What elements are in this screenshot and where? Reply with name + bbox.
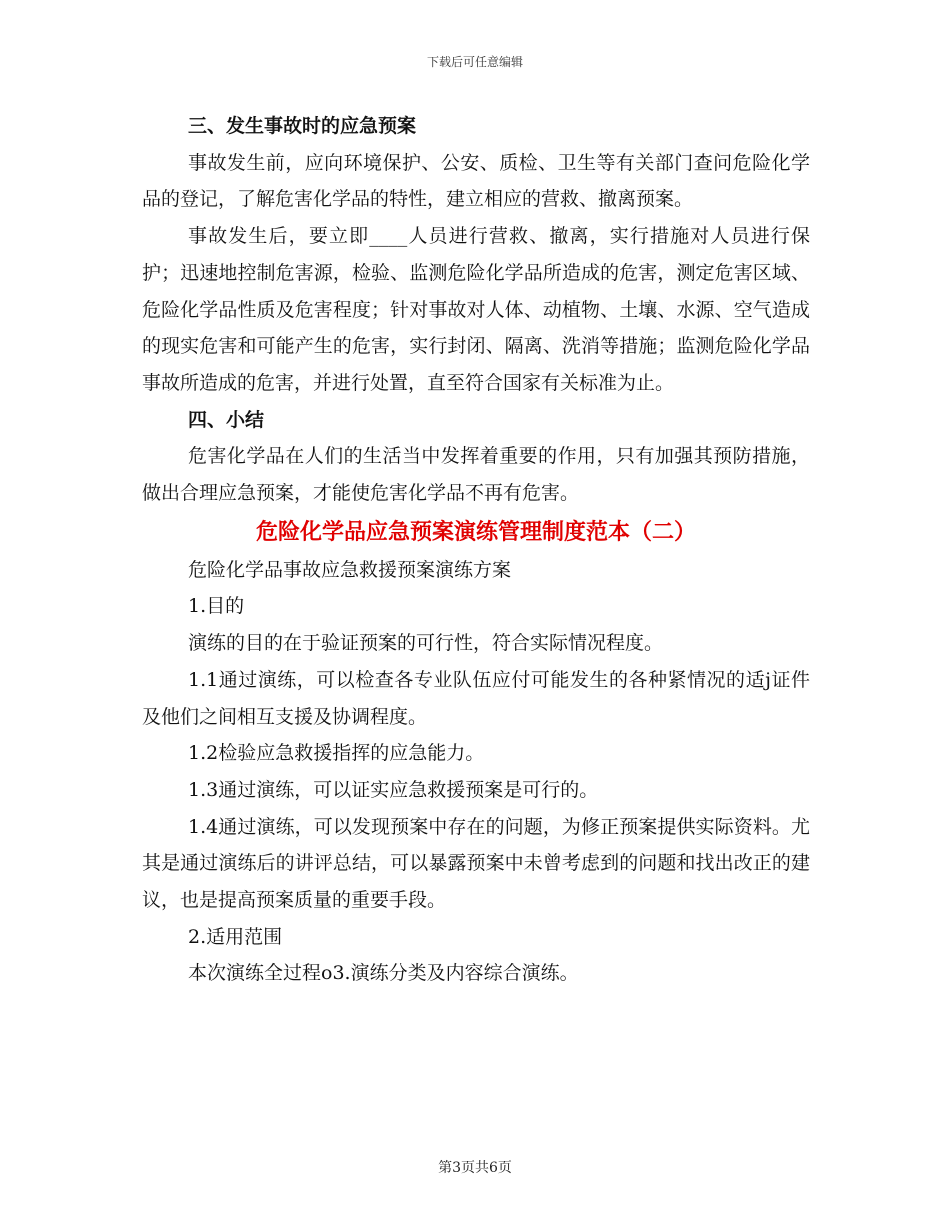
heading-purpose: 1.目的: [188, 595, 245, 618]
page-footer: 第3页共6页: [438, 1160, 512, 1176]
paragraph-scope: 本次演练全过程o3.演练分类及内容综合演练。: [188, 962, 579, 985]
paragraph-purpose-1-3: 1.3通过演练，可以证实应急救援预案是可行的。: [188, 778, 599, 801]
page-header: 下载后可任意编辑: [426, 55, 523, 69]
paragraph-after-accident: 事故发生后，要立即____人员进行营救、撤离，实行措施对人员进行保护；迅速地控制危害源，检验、监测危险化学品所造成的危害，测定危害区域、危险化学品性质及危害程度；针对事故对人体、动植物、土壤、水源、空气造成的现实危害和可能产生的危害，实行封闭、隔离、洗消等措施；监测危险化学品事故所造成的危害，并进行处置，直至符合国家有关标准为止。: [142, 225, 810, 394]
document-body: [142, 108, 810, 992]
heading-scope: 2.适用范围: [188, 925, 283, 948]
paragraph-purpose-1-2: 1.2检验应急救援指挥的应急能力。: [188, 742, 485, 765]
paragraph-purpose: 演练的目的在于验证预案的可行性，符合实际情况程度。: [188, 632, 664, 655]
document-subtitle: 危险化学品事故应急救援预案演练方案: [188, 558, 512, 581]
section-heading-summary: 四、小结: [188, 408, 265, 431]
document-title: 危险化学品应急预案演练管理制度范本（二）: [255, 518, 696, 545]
paragraph-before-accident: 事故发生前，应向环境保护、公安、质检、卫生等有关部门查问危险化学品的登记，了解危害化学品的特性，建立相应的营救、撤离预案。: [142, 151, 810, 211]
paragraph-purpose-1-4: 1.4通过演练，可以发现预案中存在的问题，为修正预案提供实际资料。尤其是通过演练后的讲评总结，可以暴露预案中未曾考虑到的问题和找出改正的建议，也是提高预案质量的重要手段。: [142, 815, 810, 912]
paragraph-purpose-1-1: 1.1通过演练，可以检查各专业队伍应付可能发生的各种紧情况的适j证件及他们之间相互支援及协调程度。: [142, 668, 810, 728]
section-heading-emergency-plan: 三、发生事故时的应急预案: [188, 115, 417, 137]
paragraph-summary: 危害化学品在人们的生活当中发挥着重要的作用，只有加强其预防措施，做出合理应急预案，才能使危害化学品不再有危害。: [142, 445, 810, 505]
